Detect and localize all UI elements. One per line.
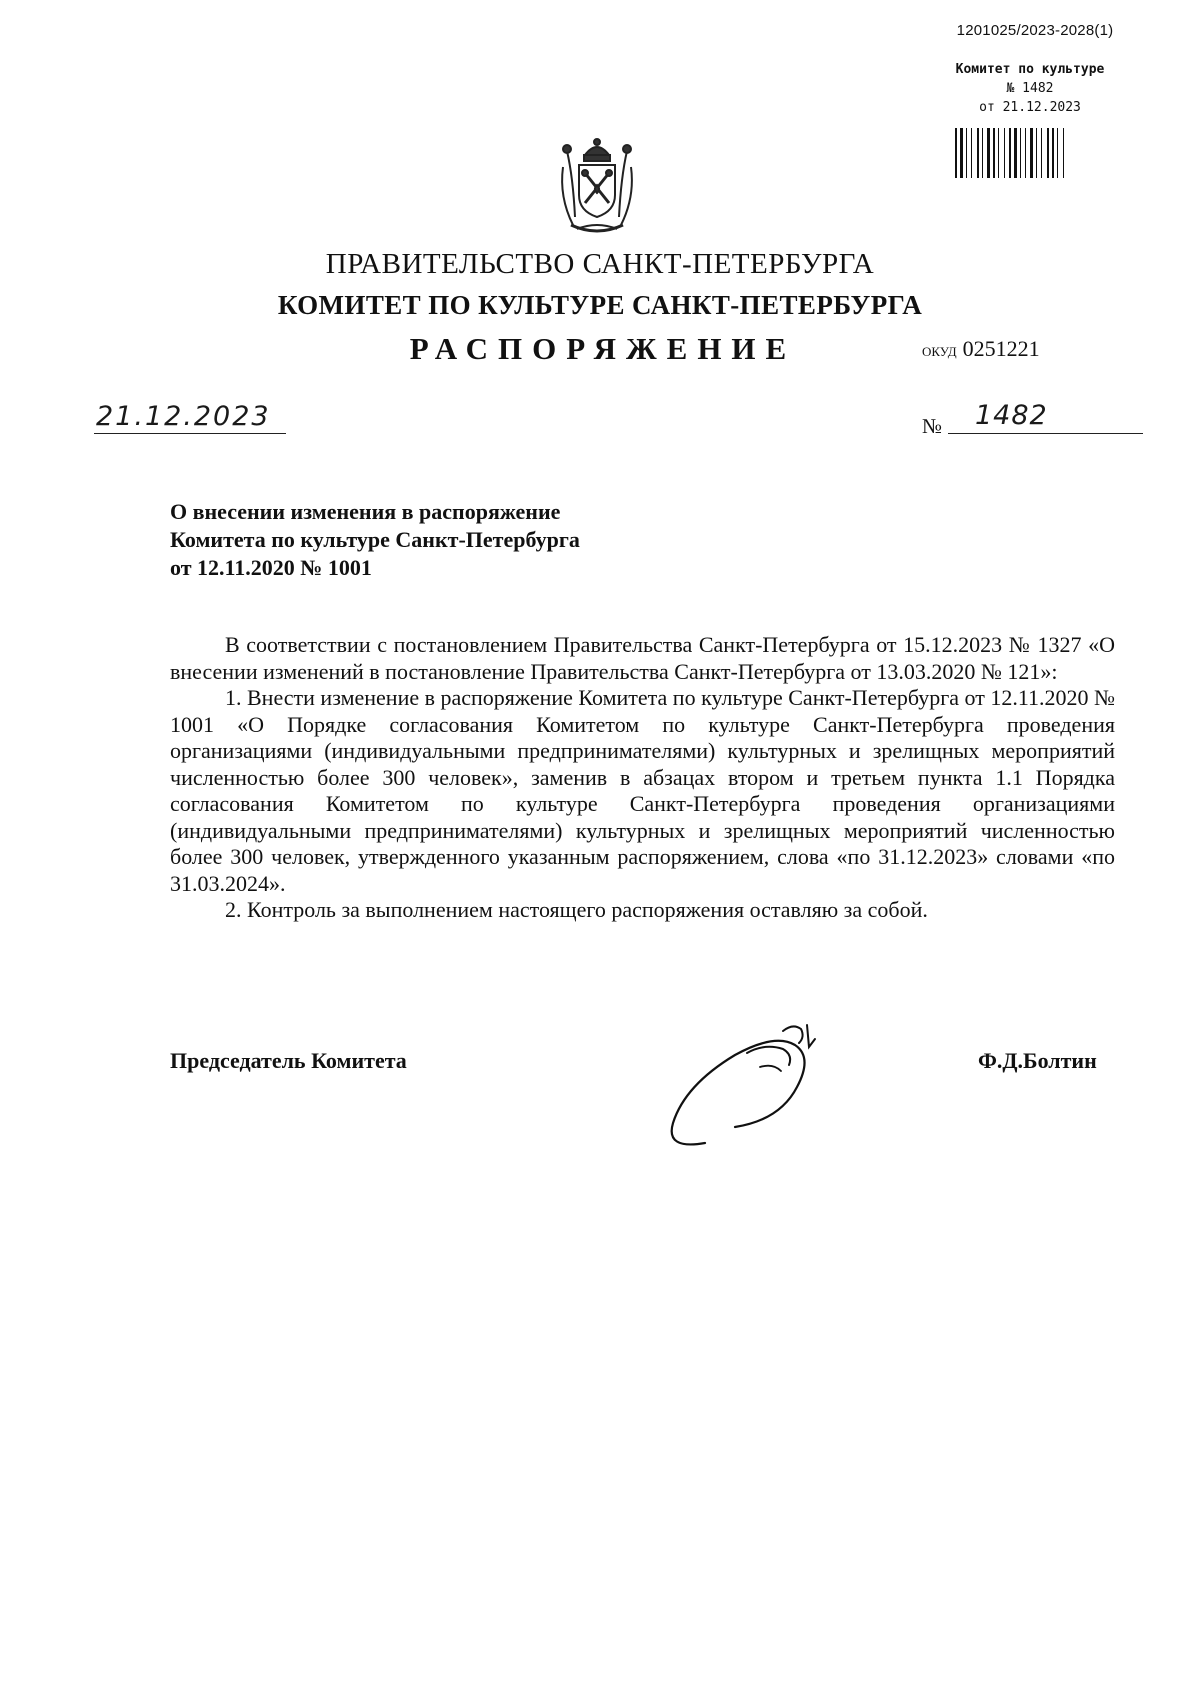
document-type: РАСПОРЯЖЕНИЕ bbox=[409, 331, 797, 366]
preamble-paragraph: В соответствии с постановлением Правительства Санкт-Петербурга от 15.12.2023 № 1327 «О внесении изменений в постановление Правительства Санкт-Петербурга от 13.03.2020 № 121»: bbox=[170, 632, 1115, 684]
stamp-date: от 21.12.2023 bbox=[979, 100, 1081, 115]
committee-name: КОМИТЕТ ПО КУЛЬТУРЕ САНКТ-ПЕТЕРБУРГА bbox=[277, 290, 923, 320]
okud-value: 0251221 bbox=[962, 336, 1040, 361]
document-subject bbox=[170, 498, 770, 582]
item-2-paragraph: 2. Контроль за выполнением настоящего распоряжения оставляю за собой. bbox=[225, 897, 928, 922]
document-date: 21.12.2023 bbox=[96, 401, 271, 432]
signatory-name: Ф.Д.Болтин bbox=[978, 1048, 1097, 1073]
registration-code: 1201025/2023-2028(1) bbox=[956, 22, 1114, 39]
number-underline bbox=[948, 433, 1143, 434]
signatory-title: Председатель Комитета bbox=[170, 1048, 407, 1073]
document-body bbox=[170, 632, 1115, 924]
coat-of-arms-icon bbox=[553, 137, 641, 237]
document-number: 1482 bbox=[975, 400, 1048, 431]
date-underline bbox=[94, 433, 286, 434]
item-1-paragraph: 1. Внести изменение в распоряжение Комитета по культуре Санкт-Петербурга от 12.11.2020 № 1001 «О Порядке согласования Комитетом по культуре Санкт-Петербурга проведения организациями (индивидуальными предпринимателями) культурных и зрелищных мероприятий численностью более 300 человек», заменив в абзацах втором и третьем пункта 1.1 Порядка согласования Комитетом по культуре Санкт-Петербурга проведения организациями (индивидуальными предпринимателями) культурных и зрелищных мероприятий численностью более 300 человек, утвержденного указанным распоряжением, слова «по 31.12.2023» словами «по 31.03.2024». bbox=[170, 685, 1115, 896]
okud-label: ОКУД bbox=[922, 344, 957, 359]
number-label: № bbox=[922, 414, 943, 438]
government-name: ПРАВИТЕЛЬСТВО САНКТ-ПЕТЕРБУРГА bbox=[325, 248, 875, 280]
handwritten-signature bbox=[665, 1015, 840, 1155]
stamp-number: № 1482 bbox=[1006, 81, 1054, 96]
barcode bbox=[955, 128, 1087, 178]
stamp-org: Комитет по культуре bbox=[955, 62, 1105, 77]
registration-stamp bbox=[930, 60, 1130, 117]
okud-code bbox=[922, 336, 1040, 362]
subject-line: Комитета по культуре Санкт-Петербурга bbox=[170, 527, 580, 552]
subject-line: О внесении изменения в распоряжение bbox=[170, 499, 561, 524]
subject-line: от 12.11.2020 № 1001 bbox=[170, 555, 372, 580]
